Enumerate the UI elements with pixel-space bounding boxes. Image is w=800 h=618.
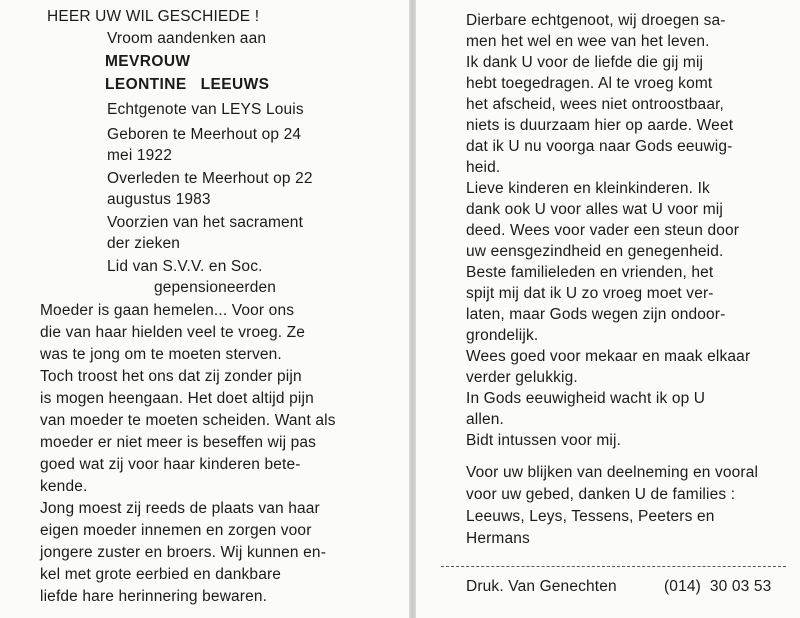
text-line: het afscheid, wees niet ontroostbaar, [466,96,725,113]
intro-text: Vroom aandenken aan [107,30,267,47]
text-line: verder gelukkig. [466,369,578,386]
died-line-1: Overleden te Meerhout op 22 [107,170,313,187]
born-line-2: mei 1922 [107,147,172,164]
text-line: Beste familieleden en vrienden, het [466,264,714,281]
text-line: Ik dank U voor de liefde die gij mij [466,54,704,71]
sacrament-line-2: der zieken [107,235,181,252]
thanks-line: voor uw gebed, danken U de families : [466,486,736,503]
born-line-1: Geboren te Meerhout op 24 [107,126,302,143]
text-line: Moeder is gaan hemelen... Voor ons [40,302,295,319]
sacrament-line-1: Voorzien van het sacrament [107,214,304,231]
text-line: Jong moest zij reeds de plaats van haar [40,500,320,517]
text-line: dank ook U voor alles wat U voor mij [466,201,723,218]
thanks-line: Leeuws, Leys, Tessens, Peeters en [466,508,715,525]
text-line: eigen moeder innemen en zorgen voor [40,522,312,539]
text-line: grondelijk. [466,327,539,344]
text-line: kel met grote eerbied en dankbare [40,566,282,583]
thanks-line: Voor uw blijken van deelneming en vooral [466,464,759,481]
text-line: In Gods eeuwigheid wacht ik op U [466,390,706,407]
printer-credit: Druk. Van Genechten [466,578,617,595]
text-line: die van haar hielden veel te vroeg. Ze [40,324,306,341]
text-line: niets is duurzaam hier op aarde. Weet [466,117,734,134]
text-line: deed. Wees voor vader een steun door [466,222,740,239]
title-line: MEVROUW [105,53,191,70]
member-line-2: gepensioneerden [154,279,277,296]
text-line: was te jong om te moeten sterven. [40,346,282,363]
text-line: men het wel en wee van het leven. [466,33,710,50]
text-line: laten, maar Gods wegen zijn ondoor- [466,306,726,323]
heading: HEER UW WIL GESCHIEDE ! [47,8,260,25]
text-line: Lieve kinderen en kleinkinderen. Ik [466,180,710,197]
text-line: is mogen heengaan. Het doet altijd pijn [40,390,314,407]
text-line: Bidt intussen voor mij. [466,432,622,449]
text-line: Dierbare echtgenoot, wij droegen sa- [466,12,726,29]
text-line: jongere zuster en broers. Wij kunnen en- [40,544,327,561]
text-line: heid. [466,159,501,176]
text-line: dat ik U nu voorga naar Gods eeuwig- [466,138,733,155]
printer-phone: (014) 30 03 53 [664,578,772,595]
member-line-1: Lid van S.V.V. en Soc. [107,258,263,275]
text-line: allen. [466,411,504,428]
card-fold [409,0,416,618]
spouse-line: Echtgenote van LEYS Louis [107,101,304,118]
text-line: spijt mij dat ik U zo vroeg moet ver- [466,285,714,302]
footer-divider [441,566,786,567]
text-line: moeder er niet meer is beseffen wij pas [40,434,317,451]
text-line: van moeder te moeten scheiden. Want als [40,412,336,429]
text-line: kende. [40,478,88,495]
died-line-2: augustus 1983 [107,191,211,208]
text-line: uw eensgezindheid en genegenheid. [466,243,724,260]
text-line: Toch troost het ons dat zij zonder pijn [40,368,302,385]
text-line: hebt toegedragen. Al te vroeg komt [466,75,713,92]
thanks-line: Hermans [466,530,530,547]
text-line: Wees goed voor mekaar en maak elkaar [466,348,751,365]
text-line: goed wat zij voor haar kinderen bete- [40,456,301,473]
deceased-name: LEONTINE LEEUWS [105,76,270,93]
text-line: liefde hare herinnering bewaren. [40,588,268,605]
